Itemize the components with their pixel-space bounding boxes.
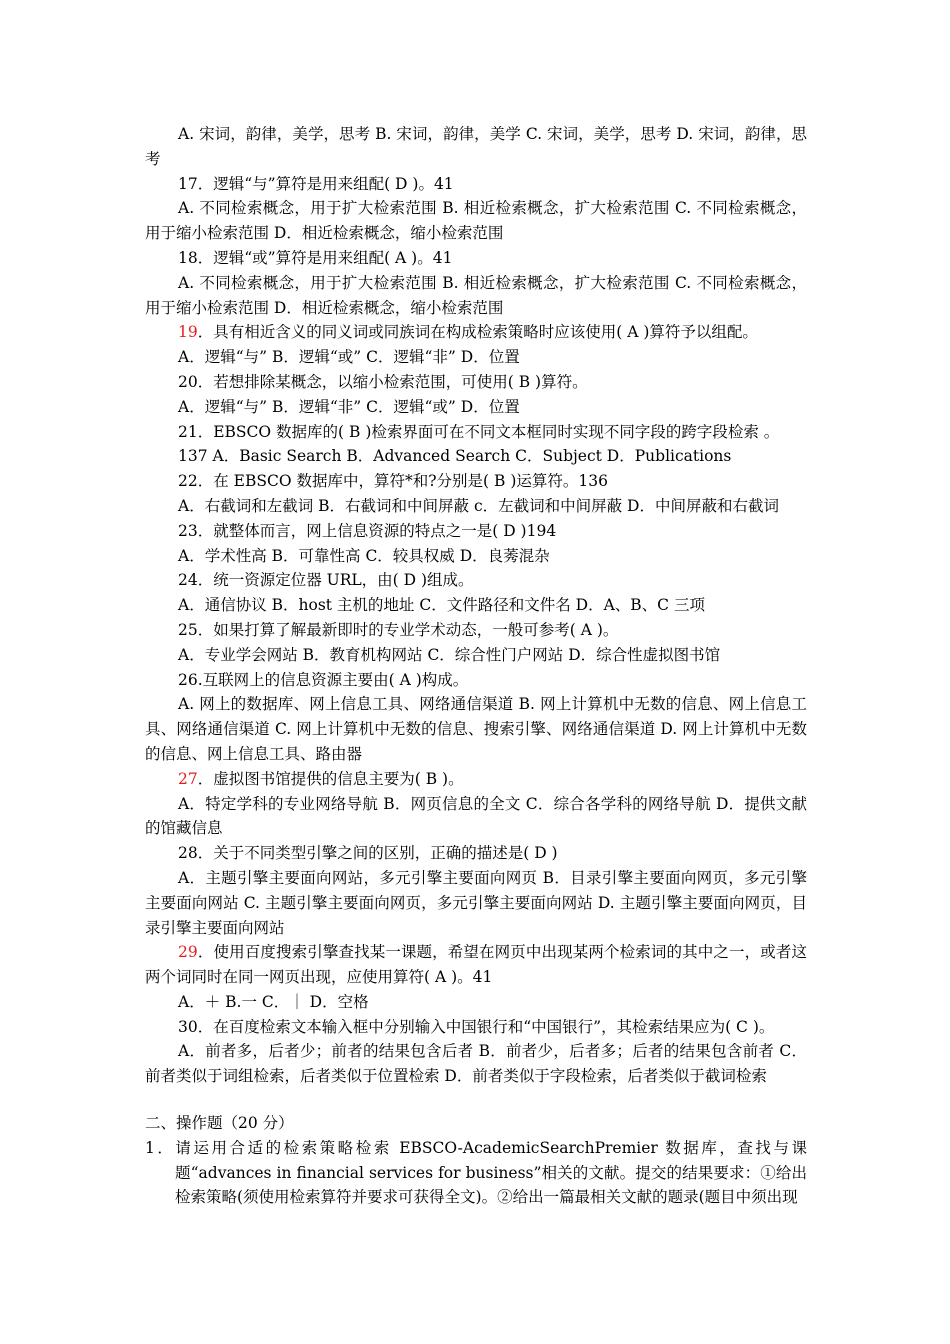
question-28: 28．关于不同类型引擎之间的区别，正确的描述是( D ) xyxy=(178,844,558,863)
question-29 xyxy=(145,940,807,990)
question-30: 30．在百度检索文本输入框中分别输入中国银行和“中国银行”，其检索结果应为( C )。 xyxy=(178,1017,775,1036)
question-19-text: ．具有相近含义的同义词或同族词在构成检索策略时应该使用( A )算符予以组配。 xyxy=(197,323,758,342)
answer-options-29: A．＋ B.一 C．｜ D．空格 xyxy=(178,992,369,1011)
section-heading: 二、操作题（20 分） xyxy=(145,1114,294,1133)
answer-options-19: A．逻辑“与” B．逻辑“或” C．逻辑“非” D．位置 xyxy=(178,348,520,367)
question-17: 17．逻辑“与”算符是用来组配( D )。41 xyxy=(178,174,454,193)
answer-options-16: A. 宋词，韵律，美学，思考 B. 宋词，韵律，美学 C. 宋词，美学，思考 D. 宋词，韵律，思考 xyxy=(145,125,807,168)
question-27-number: 27 xyxy=(178,769,198,788)
question-19 xyxy=(145,320,807,345)
question-22: 22．在 EBSCO 数据库中，算符*和?分别是( B )运算符。136 xyxy=(178,472,608,491)
answer-options-21: 137 A．Basic Search B．Advanced Search C．Subject D．Publications xyxy=(178,447,732,466)
answer-options-17: A. 不同检索概念，用于扩大检索范围 B. 相近检索概念，扩大检索范围 C. 不同检索概念，用于缩小检索范围 D．相近检索概念，缩小检索范围 xyxy=(145,199,807,243)
document-page xyxy=(145,122,807,1210)
question-23: 23．就整体而言，网上信息资源的特点之一是( D )194 xyxy=(178,521,557,540)
question-19-number: 19 xyxy=(178,323,198,342)
answer-options-26: A. 网上的数据库、网上信息工具、网络通信渠道 B. 网上计算机中无数的信息、网上信息工具、网络通信渠道 C. 网上计算机中无数的信息、搜索引擎、网络通信渠道 D. 网上计算机中无数的信息、网上信息工具、路由器 xyxy=(145,695,807,763)
answer-options-25: A．专业学会网站 B．教育机构网站 C．综合性门户网站 D．综合性虚拟图书馆 xyxy=(178,645,721,664)
operation-question-1: 1．请运用合适的检索策略检索 EBSCO-AcademicSearchPremier 数据库，查找与课题“advances in financial services for business”相关的文献。提交的结果要求：①给出检索策略(须使用检索算符并要求可获得全文)。②给出一篇最相关文献的题录(题目中须出现 xyxy=(145,1138,807,1207)
answer-options-18: A. 不同检索概念，用于扩大检索范围 B. 相近检索概念，扩大检索范围 C. 不同检索概念，用于缩小检索范围 D．相近检索概念，缩小检索范围 xyxy=(145,273,807,317)
section-gap xyxy=(145,1089,807,1111)
answer-options-20: A．逻辑“与” B．逻辑“非” C．逻辑“或” D．位置 xyxy=(178,397,520,416)
question-27 xyxy=(145,767,807,792)
question-25: 25．如果打算了解最新即时的专业学术动态，一般可参考( A )。 xyxy=(178,620,619,639)
question-18: 18．逻辑“或”算符是用来组配( A )。41 xyxy=(178,248,453,267)
question-27-text: ．虚拟图书馆提供的信息主要为( B )。 xyxy=(197,769,464,788)
answer-options-28: A．主题引擎主要面向网站，多元引擎主要面向网页 B．目录引擎主要面向网页，多元引擎主要面向网站 C. 主题引擎主要面向网页，多元引擎主要面向网站 D. 主题引擎主要面向网页，目录引擎主要面向网站 xyxy=(145,868,807,937)
answer-options-23: A．学术性高 B．可靠性高 C．较具权威 D．良莠混杂 xyxy=(178,546,550,565)
question-29-text: ．使用百度搜索引擎查找某一课题，希望在网页中出现某两个检索词的其中之一，或者这两个词同时在同一网页出现，应使用算符( A )。41 xyxy=(145,943,807,987)
answer-options-24: A．通信协议 B．host 主机的地址 C．文件路径和文件名 D．A、B、C 三项 xyxy=(178,596,705,615)
question-24: 24．统一资源定位器 URL，由( D )组成。 xyxy=(178,571,474,590)
question-21: 21．EBSCO 数据库的( B )检索界面可在不同文本框同时实现不同字段的跨字段检索 。 xyxy=(178,422,780,441)
answer-options-22: A．右截词和左截词 B．右截词和中间屏蔽 c．左截词和中间屏蔽 D．中间屏蔽和右截词 xyxy=(178,496,779,515)
answer-options-30: A．前者多，后者少；前者的结果包含后者 B．前者少，后者多；后者的结果包含前者 C．前者类似于词组检索，后者类似于位置检索 D．前者类似于字段检索，后者类似于截词检索 xyxy=(145,1042,807,1086)
question-20: 20．若想排除某概念，以缩小检索范围，可使用( B )算符。 xyxy=(178,372,588,391)
question-26: 26.互联网上的信息资源主要由( A )构成。 xyxy=(178,670,469,689)
question-29-number: 29 xyxy=(178,943,198,962)
answer-options-27: A．特定学科的专业网络导航 B．网页信息的全文 C．综合各学科的网络导航 D．提供文献的馆藏信息 xyxy=(145,794,807,838)
